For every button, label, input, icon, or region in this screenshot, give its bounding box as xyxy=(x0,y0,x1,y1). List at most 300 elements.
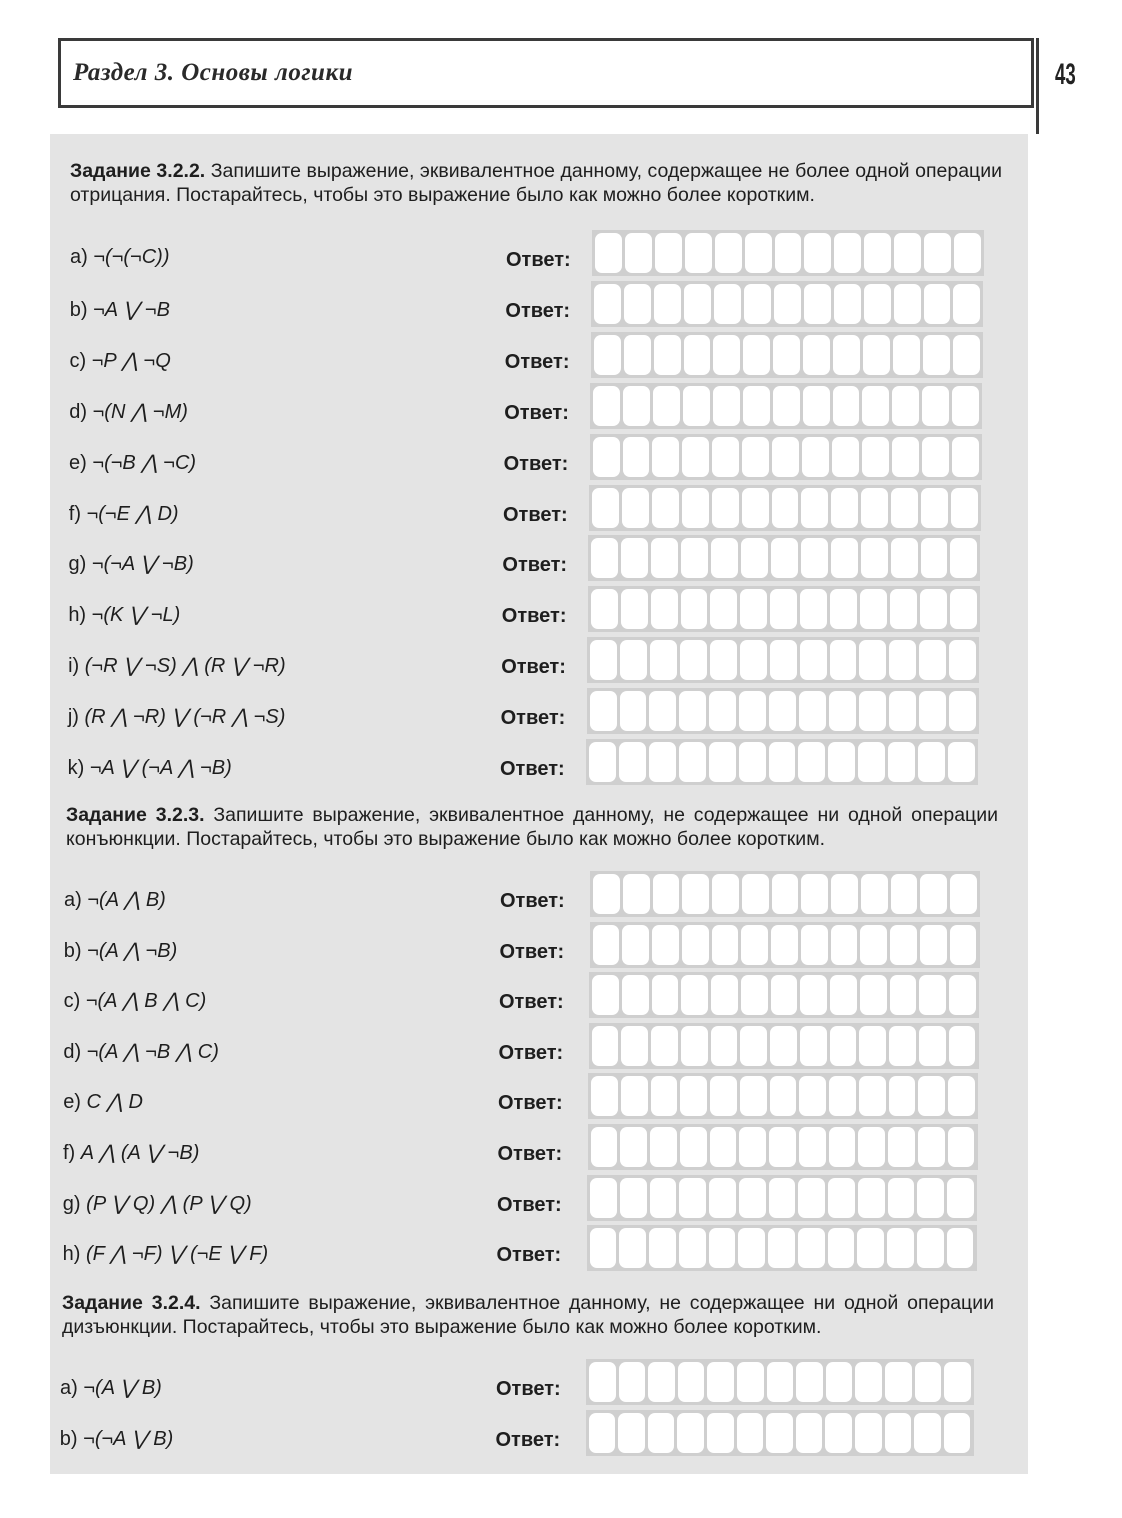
answer-cell[interactable] xyxy=(915,1362,942,1402)
answer-cell[interactable] xyxy=(889,1076,916,1116)
answer-cell[interactable] xyxy=(894,233,921,273)
answer-cell[interactable] xyxy=(770,640,797,680)
answer-cell[interactable] xyxy=(649,691,676,731)
answer-cell[interactable] xyxy=(652,437,679,477)
answer-cell[interactable] xyxy=(712,488,739,528)
answer-cell[interactable] xyxy=(862,386,889,426)
answer-cell[interactable] xyxy=(950,589,977,629)
answer-cell[interactable] xyxy=(590,691,617,731)
answer-cell[interactable] xyxy=(648,1413,675,1453)
answer-cell[interactable] xyxy=(593,874,620,914)
answer-cell[interactable] xyxy=(829,691,856,731)
answer-cell[interactable] xyxy=(949,691,976,731)
answer-cell[interactable] xyxy=(944,1362,971,1402)
answer-cell[interactable] xyxy=(710,1076,737,1116)
answer-cell[interactable] xyxy=(621,538,648,578)
answer-grid[interactable] xyxy=(586,1359,974,1405)
answer-cell[interactable] xyxy=(743,335,770,375)
answer-grid[interactable] xyxy=(591,281,983,327)
answer-cell[interactable] xyxy=(830,1026,857,1066)
answer-cell[interactable] xyxy=(890,925,917,965)
answer-cell[interactable] xyxy=(944,1413,971,1453)
answer-cell[interactable] xyxy=(773,386,800,426)
answer-cell[interactable] xyxy=(861,488,888,528)
answer-cell[interactable] xyxy=(889,1026,916,1066)
answer-cell[interactable] xyxy=(711,975,738,1015)
answer-cell[interactable] xyxy=(888,1178,915,1218)
answer-cell[interactable] xyxy=(739,1127,766,1167)
answer-cell[interactable] xyxy=(828,1228,855,1268)
answer-cell[interactable] xyxy=(772,488,799,528)
answer-cell[interactable] xyxy=(799,691,826,731)
page-number: 43 xyxy=(1055,58,1076,91)
answer-cell[interactable] xyxy=(684,335,711,375)
answer-cell[interactable] xyxy=(800,975,827,1015)
answer-cell[interactable] xyxy=(651,589,678,629)
answer-cell[interactable] xyxy=(770,1026,797,1066)
answer-cell[interactable] xyxy=(621,589,648,629)
item-expression: C ⋀ D xyxy=(86,1091,143,1114)
answer-cell[interactable] xyxy=(803,335,830,375)
answer-cell[interactable] xyxy=(775,233,802,273)
answer-cell[interactable] xyxy=(860,975,887,1015)
answer-cell[interactable] xyxy=(857,1228,884,1268)
answer-cell[interactable] xyxy=(590,1178,617,1218)
answer-grid[interactable] xyxy=(592,230,984,276)
answer-cell[interactable] xyxy=(710,1127,737,1167)
answer-grid[interactable] xyxy=(591,332,983,378)
answer-cell[interactable] xyxy=(924,284,951,324)
answer-cell[interactable] xyxy=(859,1026,886,1066)
answer-cell[interactable] xyxy=(737,1362,764,1402)
answer-cell[interactable] xyxy=(891,538,918,578)
answer-cell[interactable] xyxy=(804,233,831,273)
answer-cell[interactable] xyxy=(592,488,619,528)
answer-cell[interactable] xyxy=(739,691,766,731)
answer-cell[interactable] xyxy=(801,925,828,965)
answer-grid[interactable] xyxy=(587,1175,977,1221)
answer-cell[interactable] xyxy=(709,691,736,731)
answer-cell[interactable] xyxy=(739,742,766,782)
answer-cell[interactable] xyxy=(798,742,825,782)
answer-cell[interactable] xyxy=(920,925,947,965)
answer-cell[interactable] xyxy=(652,488,679,528)
answer-cell[interactable] xyxy=(861,538,888,578)
answer-cell[interactable] xyxy=(683,386,710,426)
answer-cell[interactable] xyxy=(950,874,977,914)
answer-cell[interactable] xyxy=(713,335,740,375)
answer-cell[interactable] xyxy=(620,691,647,731)
answer-grid[interactable] xyxy=(589,485,981,531)
answer-grid[interactable] xyxy=(588,535,980,581)
answer-cell[interactable] xyxy=(648,1362,675,1402)
answer-cell[interactable] xyxy=(625,233,652,273)
answer-cell[interactable] xyxy=(863,335,890,375)
answer-cell[interactable] xyxy=(893,335,920,375)
answer-cell[interactable] xyxy=(594,284,621,324)
answer-grid[interactable] xyxy=(590,871,980,917)
answer-cell[interactable] xyxy=(834,233,861,273)
answer-cell[interactable] xyxy=(919,691,946,731)
answer-cell[interactable] xyxy=(591,1076,618,1116)
answer-cell[interactable] xyxy=(769,1178,796,1218)
answer-cell[interactable] xyxy=(862,437,889,477)
answer-cell[interactable] xyxy=(831,538,858,578)
answer-cell[interactable] xyxy=(680,1127,707,1167)
answer-cell[interactable] xyxy=(953,284,980,324)
answer-cell[interactable] xyxy=(652,925,679,965)
answer-cell[interactable] xyxy=(679,1178,706,1218)
answer-cell[interactable] xyxy=(770,1076,797,1116)
answer-cell[interactable] xyxy=(707,1362,734,1402)
answer-cell[interactable] xyxy=(680,640,707,680)
answer-cell[interactable] xyxy=(918,1076,945,1116)
answer-cell[interactable] xyxy=(620,1127,647,1167)
answer-cell[interactable] xyxy=(826,1362,853,1402)
answer-cell[interactable] xyxy=(622,925,649,965)
answer-cell[interactable] xyxy=(649,1228,676,1268)
answer-cell[interactable] xyxy=(680,1076,707,1116)
answer-cell[interactable] xyxy=(772,874,799,914)
answer-grid[interactable] xyxy=(588,1073,978,1119)
answer-cell[interactable] xyxy=(653,386,680,426)
answer-cell[interactable] xyxy=(766,1413,793,1453)
answer-cell[interactable] xyxy=(769,742,796,782)
answer-cell[interactable] xyxy=(737,1413,764,1453)
answer-cell[interactable] xyxy=(890,975,917,1015)
answer-cell[interactable] xyxy=(833,386,860,426)
answer-cell[interactable] xyxy=(800,589,827,629)
answer-cell[interactable] xyxy=(769,691,796,731)
answer-cell[interactable] xyxy=(891,874,918,914)
answer-cell[interactable] xyxy=(887,1228,914,1268)
answer-cell[interactable] xyxy=(685,233,712,273)
answer-cell[interactable] xyxy=(892,386,919,426)
answer-cell[interactable] xyxy=(742,437,769,477)
answer-cell[interactable] xyxy=(948,742,975,782)
answer-cell[interactable] xyxy=(891,488,918,528)
answer-cell[interactable] xyxy=(801,488,828,528)
answer-cell[interactable] xyxy=(591,538,618,578)
answer-cell[interactable] xyxy=(804,284,831,324)
answer-cell[interactable] xyxy=(771,925,798,965)
answer-cell[interactable] xyxy=(682,925,709,965)
answer-cell[interactable] xyxy=(953,335,980,375)
answer-cell[interactable] xyxy=(743,386,770,426)
answer-cell[interactable] xyxy=(914,1413,941,1453)
answer-cell[interactable] xyxy=(768,1228,795,1268)
answer-cell[interactable] xyxy=(709,1228,736,1268)
answer-cell[interactable] xyxy=(892,437,919,477)
answer-cell[interactable] xyxy=(858,742,885,782)
answer-cell[interactable] xyxy=(923,335,950,375)
answer-cell[interactable] xyxy=(593,925,620,965)
answer-cell[interactable] xyxy=(920,589,947,629)
answer-cell[interactable] xyxy=(740,589,767,629)
answer-cell[interactable] xyxy=(619,1362,646,1402)
answer-cell[interactable] xyxy=(710,589,737,629)
answer-cell[interactable] xyxy=(917,1178,944,1218)
answer-cell[interactable] xyxy=(832,437,859,477)
answer-cell[interactable] xyxy=(802,437,829,477)
answer-cell[interactable] xyxy=(831,874,858,914)
answer-cell[interactable] xyxy=(800,1026,827,1066)
answer-cell[interactable] xyxy=(948,1127,975,1167)
answer-cell[interactable] xyxy=(773,335,800,375)
answer-cell[interactable] xyxy=(799,1127,826,1167)
answer-cell[interactable] xyxy=(885,1413,912,1453)
answer-grid[interactable] xyxy=(586,739,978,785)
answer-cell[interactable] xyxy=(740,1076,767,1116)
answer-cell[interactable] xyxy=(829,1127,856,1167)
answer-cell[interactable] xyxy=(589,1413,616,1453)
answer-cell[interactable] xyxy=(592,975,619,1015)
answer-cell[interactable] xyxy=(947,1228,974,1268)
answer-cell[interactable] xyxy=(861,874,888,914)
answer-cell[interactable] xyxy=(709,1178,736,1218)
answer-cell[interactable] xyxy=(894,284,921,324)
answer-cell[interactable] xyxy=(952,437,979,477)
answer-cell[interactable] xyxy=(922,437,949,477)
answer-cell[interactable] xyxy=(919,1026,946,1066)
answer-cell[interactable] xyxy=(654,335,681,375)
answer-cell[interactable] xyxy=(712,925,739,965)
answer-cell[interactable] xyxy=(650,1127,677,1167)
answer-cell[interactable] xyxy=(889,640,916,680)
answer-cell[interactable] xyxy=(679,691,706,731)
answer-cell[interactable] xyxy=(888,742,915,782)
answer-cell[interactable] xyxy=(864,284,891,324)
answer-grid[interactable] xyxy=(586,1410,974,1456)
answer-cell[interactable] xyxy=(864,233,891,273)
answer-cell[interactable] xyxy=(948,1076,975,1116)
answer-cell[interactable] xyxy=(590,1228,617,1268)
expression-b xyxy=(64,938,178,963)
answer-cell[interactable] xyxy=(651,538,678,578)
answer-cell[interactable] xyxy=(859,1076,886,1116)
answer-cell[interactable] xyxy=(829,1076,856,1116)
answer-cell[interactable] xyxy=(920,874,947,914)
answer-cell[interactable] xyxy=(590,640,617,680)
answer-cell[interactable] xyxy=(801,538,828,578)
answer-cell[interactable] xyxy=(681,538,708,578)
answer-cell[interactable] xyxy=(619,742,646,782)
answer-cell[interactable] xyxy=(684,284,711,324)
answer-cell[interactable] xyxy=(950,538,977,578)
answer-cell[interactable] xyxy=(741,925,768,965)
answer-cell[interactable] xyxy=(682,874,709,914)
answer-cell[interactable] xyxy=(830,975,857,1015)
answer-cell[interactable] xyxy=(825,1413,852,1453)
answer-cell[interactable] xyxy=(744,284,771,324)
answer-grid[interactable] xyxy=(590,922,980,968)
answer-cell[interactable] xyxy=(890,589,917,629)
answer-cell[interactable] xyxy=(828,1178,855,1218)
answer-cell[interactable] xyxy=(947,1178,974,1218)
answer-cell[interactable] xyxy=(921,538,948,578)
answer-cell[interactable] xyxy=(623,874,650,914)
answer-cell[interactable] xyxy=(770,589,797,629)
expression-j xyxy=(68,704,286,729)
answer-cell[interactable] xyxy=(620,1178,647,1218)
answer-cell[interactable] xyxy=(681,589,708,629)
answer-cell[interactable] xyxy=(745,233,772,273)
answer-cell[interactable] xyxy=(860,589,887,629)
answer-cell[interactable] xyxy=(738,1228,765,1268)
item-expression: (F ⋀ ¬F) ⋁ (¬E ⋁ F) xyxy=(85,1243,269,1266)
answer-cell[interactable] xyxy=(679,1228,706,1268)
answer-cell[interactable] xyxy=(918,1127,945,1167)
answer-cell[interactable] xyxy=(710,640,737,680)
answer-grid[interactable] xyxy=(588,586,980,632)
answer-cell[interactable] xyxy=(885,1362,912,1402)
answer-cell[interactable] xyxy=(767,1362,794,1402)
answer-cell[interactable] xyxy=(800,640,827,680)
answer-cell[interactable] xyxy=(591,1127,618,1167)
answer-cell[interactable] xyxy=(654,284,681,324)
answer-cell[interactable] xyxy=(741,538,768,578)
answer-cell[interactable] xyxy=(834,284,861,324)
answer-cell[interactable] xyxy=(622,488,649,528)
answer-cell[interactable] xyxy=(653,874,680,914)
answer-cell[interactable] xyxy=(593,386,620,426)
answer-cell[interactable] xyxy=(798,1228,825,1268)
answer-grid[interactable] xyxy=(589,1023,979,1069)
answer-cell[interactable] xyxy=(951,488,978,528)
answer-cell[interactable] xyxy=(831,488,858,528)
answer-cell[interactable] xyxy=(830,589,857,629)
answer-cell[interactable] xyxy=(796,1362,823,1402)
answer-grid[interactable] xyxy=(590,383,982,429)
answer-cell[interactable] xyxy=(922,386,949,426)
answer-cell[interactable] xyxy=(771,975,798,1015)
answer-cell[interactable] xyxy=(681,975,708,1015)
answer-cell[interactable] xyxy=(650,640,677,680)
answer-grid[interactable] xyxy=(588,1124,978,1170)
answer-cell[interactable] xyxy=(711,1026,738,1066)
answer-cell[interactable] xyxy=(593,437,620,477)
answer-cell[interactable] xyxy=(771,538,798,578)
answer-cell[interactable] xyxy=(712,874,739,914)
answer-cell[interactable] xyxy=(919,975,946,1015)
answer-cell[interactable] xyxy=(682,437,709,477)
answer-cell[interactable] xyxy=(618,1413,645,1453)
answer-cell[interactable] xyxy=(799,1076,826,1116)
answer-cell[interactable] xyxy=(830,640,857,680)
answer-cell[interactable] xyxy=(620,640,647,680)
answer-cell[interactable] xyxy=(796,1413,823,1453)
answer-cell[interactable] xyxy=(711,538,738,578)
answer-cell[interactable] xyxy=(650,1178,677,1218)
answer-cell[interactable] xyxy=(774,284,801,324)
answer-cell[interactable] xyxy=(622,975,649,1015)
answer-cell[interactable] xyxy=(888,1127,915,1167)
answer-cell[interactable] xyxy=(624,335,651,375)
answer-cell[interactable] xyxy=(742,874,769,914)
answer-cell[interactable] xyxy=(772,437,799,477)
answer-cell[interactable] xyxy=(619,1228,646,1268)
answer-cell[interactable] xyxy=(589,742,616,782)
answer-cell[interactable] xyxy=(952,386,979,426)
answer-cell[interactable] xyxy=(858,1178,885,1218)
answer-cell[interactable] xyxy=(621,1026,648,1066)
answer-cell[interactable] xyxy=(858,1127,885,1167)
answer-cell[interactable] xyxy=(833,335,860,375)
answer-cell[interactable] xyxy=(831,925,858,965)
answer-cell[interactable] xyxy=(621,1076,648,1116)
answer-cell[interactable] xyxy=(677,1413,704,1453)
answer-grid[interactable] xyxy=(589,972,979,1018)
answer-cell[interactable] xyxy=(592,1026,619,1066)
answer-cell[interactable] xyxy=(715,233,742,273)
answer-cell[interactable] xyxy=(652,975,679,1015)
answer-cell[interactable] xyxy=(681,1026,708,1066)
answer-cell[interactable] xyxy=(924,233,951,273)
answer-cell[interactable] xyxy=(855,1413,882,1453)
answer-cell[interactable] xyxy=(623,437,650,477)
expression-h xyxy=(68,602,180,627)
answer-cell[interactable] xyxy=(855,1362,882,1402)
answer-cell[interactable] xyxy=(954,233,981,273)
answer-cell[interactable] xyxy=(739,1178,766,1218)
answer-cell[interactable] xyxy=(679,742,706,782)
answer-cell[interactable] xyxy=(801,874,828,914)
answer-cell[interactable] xyxy=(678,1362,705,1402)
answer-cell[interactable] xyxy=(651,1076,678,1116)
answer-cell[interactable] xyxy=(860,925,887,965)
answer-cell[interactable] xyxy=(740,1026,767,1066)
answer-cell[interactable] xyxy=(740,640,767,680)
answer-grid[interactable] xyxy=(587,637,979,683)
answer-cell[interactable] xyxy=(591,589,618,629)
answer-cell[interactable] xyxy=(589,1362,616,1402)
answer-cell[interactable] xyxy=(918,742,945,782)
answer-grid[interactable] xyxy=(590,434,982,480)
answer-cell[interactable] xyxy=(623,386,650,426)
answer-cell[interactable] xyxy=(655,233,682,273)
answer-grid[interactable] xyxy=(587,688,979,734)
answer-cell[interactable] xyxy=(707,1413,734,1453)
answer-cell[interactable] xyxy=(651,1026,678,1066)
answer-cell[interactable] xyxy=(950,925,977,965)
answer-cell[interactable] xyxy=(921,488,948,528)
answer-cell[interactable] xyxy=(714,284,741,324)
answer-grid[interactable] xyxy=(587,1225,977,1271)
answer-cell[interactable] xyxy=(828,742,855,782)
answer-cell[interactable] xyxy=(798,1178,825,1218)
answer-cell[interactable] xyxy=(712,437,739,477)
answer-cell[interactable] xyxy=(741,975,768,1015)
answer-cell[interactable] xyxy=(682,488,709,528)
answer-cell[interactable] xyxy=(742,488,769,528)
answer-cell[interactable] xyxy=(769,1127,796,1167)
answer-cell[interactable] xyxy=(594,335,621,375)
answer-cell[interactable] xyxy=(624,284,651,324)
answer-cell[interactable] xyxy=(859,640,886,680)
answer-cell[interactable] xyxy=(649,742,676,782)
answer-cell[interactable] xyxy=(595,233,622,273)
answer-cell[interactable] xyxy=(713,386,740,426)
answer-cell[interactable] xyxy=(949,1026,976,1066)
answer-cell[interactable] xyxy=(949,640,976,680)
answer-cell[interactable] xyxy=(803,386,830,426)
answer-cell[interactable] xyxy=(949,975,976,1015)
answer-cell[interactable] xyxy=(919,640,946,680)
answer-cell[interactable] xyxy=(859,691,886,731)
answer-cell[interactable] xyxy=(709,742,736,782)
answer-cell[interactable] xyxy=(889,691,916,731)
answer-cell[interactable] xyxy=(917,1228,944,1268)
